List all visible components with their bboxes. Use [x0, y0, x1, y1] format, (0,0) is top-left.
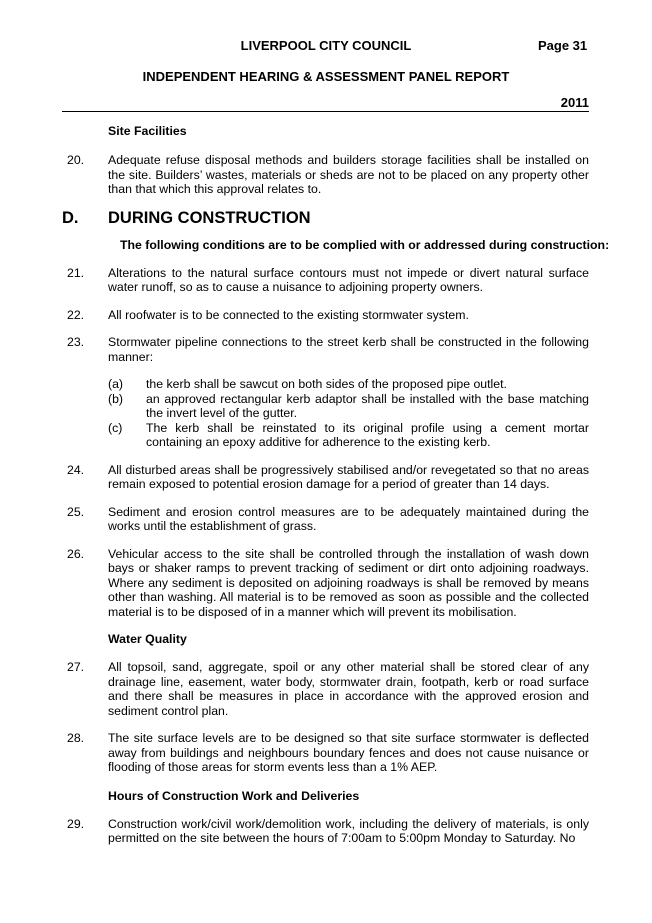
condition-number: 27. [67, 660, 85, 674]
sub-item-text: the kerb shall be sawcut on both sides of the proposed pipe outlet. [146, 377, 507, 391]
report-year: 2011 [560, 95, 589, 110]
section-d-intro: The following conditions are to be complied with or addressed during construction: [120, 237, 610, 252]
condition-22 [67, 307, 589, 323]
header-divider [62, 111, 589, 112]
heading-hours-of-construction: Hours of Construction Work and Deliveries [108, 788, 360, 803]
condition-text: Sediment and erosion control measures are to be adequately maintained during the works until the establishment of grass. [108, 504, 589, 533]
condition-27 [67, 660, 589, 718]
condition-26 [67, 546, 589, 620]
condition-23-item-a [108, 377, 589, 392]
condition-text: Vehicular access to the site shall be controlled through the installation of wash down bays or shaker ramps to prevent tracking of sediment or dirt onto adjoining roadways. Where any sediment is deposited on adjoining roadways is shall be removed by means other than washing. All material is to be removed as soon as possible and the collected material is to be disposed of in a manner which will prevent its mobilisation. [108, 546, 589, 619]
condition-23-item-b [108, 391, 589, 421]
condition-29 [67, 816, 589, 846]
condition-number: 29. [67, 816, 85, 831]
condition-25 [67, 504, 589, 534]
section-letter: D. [62, 208, 79, 227]
condition-text: Adequate refuse disposal methods and builders storage facilities shall be installed on the site. Builders’ wastes, materials or sheds are not to be placed on any property other than that which this approval relates to. [108, 153, 589, 196]
condition-23 [67, 335, 589, 364]
condition-text: All roofwater is to be connected to the existing stormwater system. [108, 307, 469, 322]
document-body [0, 124, 652, 846]
heading-site-facilities: Site Facilities [108, 124, 187, 138]
condition-text: All disturbed areas shall be progressively stabilised and/or revegetated so that no areas remain exposed to potential erosion damage for a period of greater than 14 days. [108, 462, 589, 491]
sub-item-text: an approved rectangular kerb adaptor shall be installed with the base matching the invert level of the gutter. [146, 391, 589, 420]
condition-number: 21. [67, 265, 85, 280]
sub-item-letter: (a) [108, 377, 124, 391]
condition-number: 22. [67, 307, 85, 322]
condition-number: 26. [67, 546, 85, 561]
condition-number: 28. [67, 731, 85, 745]
condition-text: Construction work/civil work/demolition work, including the delivery of materials, is only permitted on the site between the hours of 7:00am to 5:00pm Monday to Saturday. No [108, 816, 589, 845]
condition-number: 25. [67, 504, 85, 519]
section-d-heading [62, 208, 652, 228]
condition-number: 23. [67, 335, 85, 349]
sub-item-text: The kerb shall be reinstated to its original profile using a cement mortar containing an epoxy additive for adherence to the existing kerb. [146, 420, 589, 449]
condition-text: All topsoil, sand, aggregate, spoil or any other material shall be stored clear of any drainage line, easement, water body, stormwater drain, footpath, kerb or road surface and there shall be measures in place in accordance with the approved erosion and sediment control plan. [108, 660, 589, 718]
sub-item-letter: (c) [108, 420, 123, 435]
condition-20 [67, 153, 589, 197]
condition-text: The site surface levels are to be designed so that site surface stormwater is deflected away from buildings and neighbours boundary fences and does not cause nuisance or flooding of those areas for storm events less than a 1% AEP. [108, 731, 589, 774]
condition-text: Stormwater pipeline connections to the street kerb shall be constructed in the following manner: [108, 335, 589, 364]
condition-24 [67, 462, 589, 492]
condition-number: 20. [67, 153, 85, 167]
condition-number: 24. [67, 462, 85, 477]
section-title: DURING CONSTRUCTION [108, 208, 311, 227]
condition-text: Alterations to the natural surface contours must not impede or divert natural surface water runoff, so as to cause a nuisance to adjoining property owners. [108, 265, 589, 294]
condition-21 [67, 265, 589, 295]
heading-water-quality: Water Quality [108, 632, 187, 646]
council-name: LIVERPOOL CITY COUNCIL [240, 38, 412, 53]
condition-28 [67, 731, 589, 775]
page-number: Page 31 [538, 38, 588, 53]
report-title: INDEPENDENT HEARING & ASSESSMENT PANEL REPORT [142, 69, 510, 84]
condition-23-item-c [108, 420, 589, 450]
sub-item-letter: (b) [108, 391, 124, 406]
